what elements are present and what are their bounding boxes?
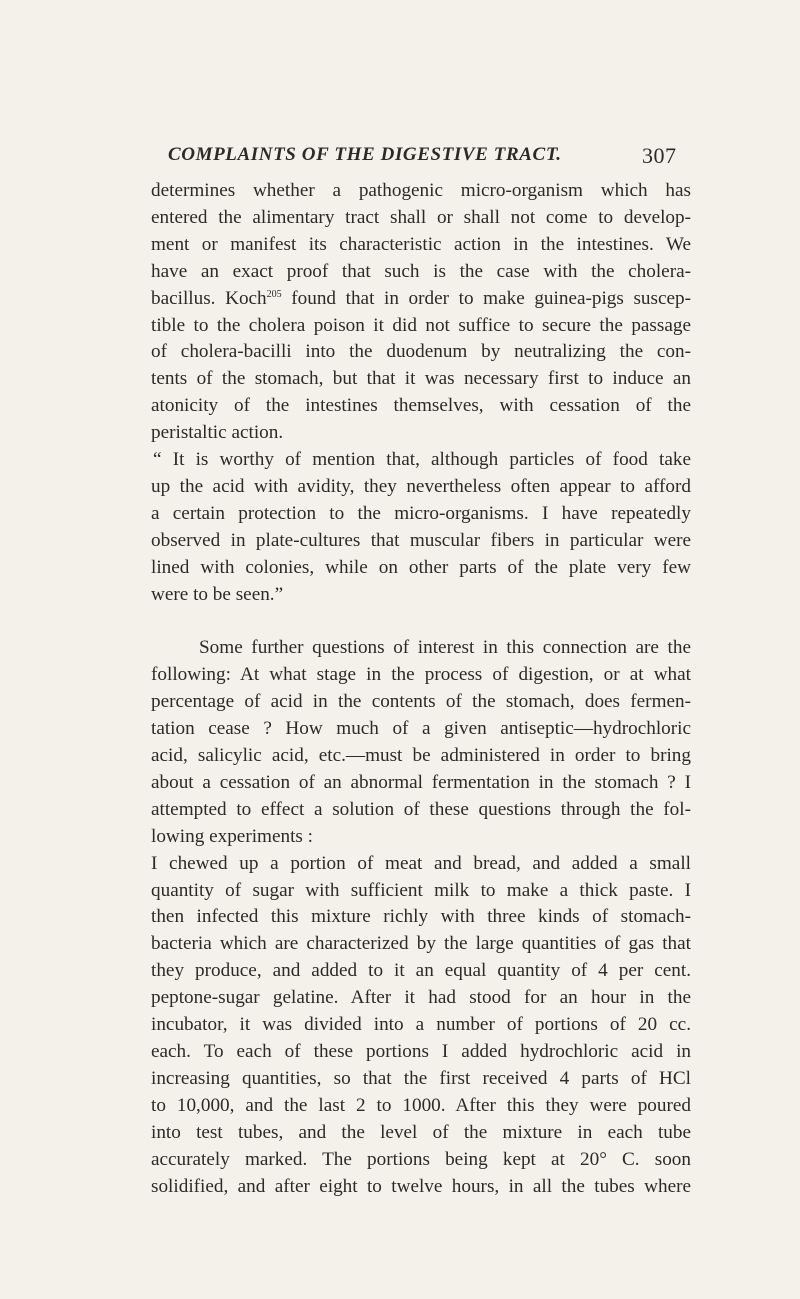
experiment-line: increasing quantities, so that the first received 4 parts of HCl xyxy=(151,1067,691,1089)
paragraph-line: tation cease ? How much of a given antiseptic—hydrochloric xyxy=(151,718,691,740)
paragraph-gap xyxy=(151,609,691,636)
quote-line: lined with colonies, while on other parts of the plate very few xyxy=(151,556,691,578)
paragraph-line xyxy=(151,635,691,662)
quote-line: a certain protection to the micro-organisms. I have repeatedly xyxy=(151,502,691,524)
experiment-line: into test tubes, and the level of the mixture in each tube xyxy=(151,1121,691,1143)
experiment-line: then infected this mixture richly with three kinds of stomach- xyxy=(151,906,691,928)
experiment-line: quantity of sugar with sufficient milk to make a thick paste. I xyxy=(151,879,691,901)
text-line-with-reference xyxy=(151,286,691,313)
experiment-line: bacteria which are characterized by the large quantities of gas that xyxy=(151,933,691,955)
text-line: determines whether a pathogenic micro-organism which has xyxy=(151,180,691,201)
paragraph-line: attempted to effect a solution of these questions through the fol- xyxy=(151,798,691,820)
text-line-start: bacillus. Koch xyxy=(151,287,267,309)
experiment-line: solidified, and after eight to twelve hours, in all the tubes where xyxy=(151,1175,691,1197)
paragraph-line: lowing experiments : xyxy=(151,825,313,847)
text-line: of cholera-bacilli into the duodenum by neutralizing the con- xyxy=(151,341,691,363)
quote-line xyxy=(151,447,691,474)
text-line: have an exact proof that such is the case with the cholera- xyxy=(151,260,691,282)
text-line: atonicity of the intestines themselves, with cessation of the xyxy=(151,395,691,417)
experiment-line: each. To each of these portions I added hydrochloric acid in xyxy=(151,1040,691,1062)
page-number: 307 xyxy=(642,143,677,168)
reference-number: 205 xyxy=(266,288,282,300)
page-body xyxy=(151,178,691,1200)
experiment-line: they produce, and added to it an equal quantity of 4 per cent. xyxy=(151,960,691,982)
paragraph-line-text: Some further questions of interest in this connection are the xyxy=(199,637,691,659)
experiment-line: I chewed up a portion of meat and bread, and added a small xyxy=(151,852,691,874)
running-head: COMPLAINTS OF THE DIGESTIVE TRACT. xyxy=(168,144,562,165)
paragraph-line: about a cessation of an abnormal fermentation in the stomach ? I xyxy=(151,771,691,793)
text-line-end: found that in order to make guinea-pigs suscep- xyxy=(281,287,692,309)
experiment-line: peptone-sugar gelatine. After it had stood for an hour in the xyxy=(151,987,691,1009)
text-line: ment or manifest its characteristic action in the intestines. We xyxy=(151,233,691,255)
text-line: entered the alimentary tract shall or shall not come to develop- xyxy=(151,206,691,228)
quote-line: were to be seen.” xyxy=(151,583,284,605)
experiment-line: accurately marked. The portions being kept at 20° C. soon xyxy=(151,1148,691,1170)
paragraph-line: percentage of acid in the contents of the stomach, does fermen- xyxy=(151,691,691,713)
paragraph-line: following: At what stage in the process of digestion, or at what xyxy=(151,664,691,686)
quote-line: observed in plate-cultures that muscular fibers in particular were xyxy=(151,529,691,551)
text-line: tents of the stomach, but that it was necessary first to induce an xyxy=(151,368,691,390)
text-line: tible to the cholera poison it did not suffice to secure the passage xyxy=(151,314,691,336)
quote-line-text: “ It is worthy of mention that, although particles of food take xyxy=(153,449,691,471)
paragraph-line: acid, salicylic acid, etc.—must be administered in order to bring xyxy=(151,745,691,767)
text-line: peristaltic action. xyxy=(151,422,284,444)
experiment-line: incubator, it was divided into a number of portions of 20 cc. xyxy=(151,1014,691,1036)
experiment-line: to 10,000, and the last 2 to 1000. After this they were poured xyxy=(151,1094,691,1116)
quote-line: up the acid with avidity, they nevertheless often appear to afford xyxy=(151,475,691,497)
